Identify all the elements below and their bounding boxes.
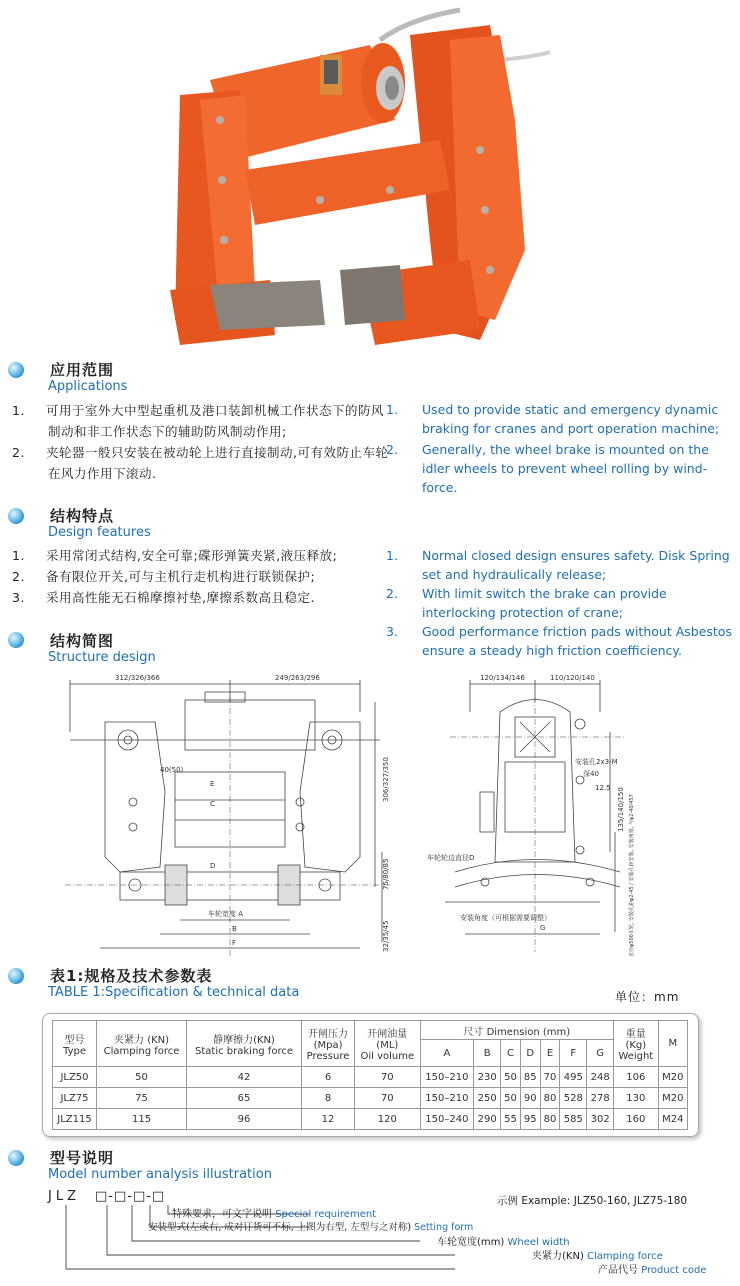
list-item: 2. 备有限位开关,可与主机行走机构进行联锁保护; [12, 569, 316, 584]
model-title-en: Model number analysis illustration [48, 1167, 272, 1182]
dim-label-f: F [232, 939, 237, 947]
cell: 160 [614, 1109, 658, 1130]
th-b: B [474, 1040, 501, 1067]
dim-top-left: 312/326/366 [115, 674, 160, 682]
model-line-setting: 安装型式(左或右, 成对订货可不标, 上图为右型, 左型与之对称) Setting form [148, 1222, 474, 1233]
product-photo [150, 0, 560, 360]
design-en-list [386, 546, 736, 660]
cell: 302 [587, 1109, 614, 1130]
cell: 55 [501, 1109, 521, 1130]
list-item: 2. 夹轮器一般只安装在被动轮上进行直接制动,可有效防止车轮 在风力作用下滚动. [12, 445, 389, 481]
cell: 75 [97, 1088, 187, 1109]
cell: JLZ50 [53, 1067, 97, 1088]
applications-cn-list [12, 400, 395, 484]
structure-title-cn: 结构简图 [50, 632, 115, 650]
cell: 585 [560, 1109, 587, 1130]
cell: M20 [658, 1088, 687, 1109]
design-title-cn: 结构特点 [50, 507, 115, 525]
th-static: 静摩擦力(KN) Static braking force [187, 1021, 302, 1067]
spec-table [52, 1020, 688, 1130]
cell: 70 [355, 1067, 420, 1088]
table-title-cn: 表1:规格及技术参数表 [50, 967, 213, 985]
cell: 150–240 [420, 1109, 474, 1130]
section-bullet-icon [8, 508, 24, 524]
dim-side-lower2: 32/35/45 [382, 920, 390, 952]
cell: 50 [501, 1067, 521, 1088]
cell: 248 [587, 1067, 614, 1088]
model-example: 示例 Example: JLZ50-160, JLZ75-180 [497, 1195, 688, 1207]
design-title-en: Design features [48, 525, 151, 540]
table-unit: 单位：mm [615, 990, 680, 1004]
dim-ra: 12.5 [595, 784, 611, 792]
model-line-wheel: 车轮宽度(mm) Wheel width [437, 1237, 570, 1248]
dim-label-d: D [210, 862, 216, 870]
section-bullet-icon [8, 632, 24, 648]
table-header-row [53, 1021, 688, 1040]
cell: 96 [187, 1109, 302, 1130]
cell: 250 [474, 1088, 501, 1109]
model-pattern: □-□-□-□ [95, 1189, 166, 1204]
dim-r-note: 直径φ500车轮, 安装孔距φ2-45 / 安装孔距安装, 安装角度, 与φ2-40/457 [629, 794, 635, 957]
table-row [53, 1109, 688, 1130]
cell: JLZ115 [53, 1109, 97, 1130]
dim-side-lower1: 75/80/85 [382, 858, 390, 890]
applications-title-en: Applications [48, 379, 128, 394]
dim-wheel-width: 车轮宽度 A [208, 910, 244, 918]
model-line-clamp: 夹紧力(KN) Clamping force [532, 1251, 663, 1262]
section-bullet-icon [8, 362, 24, 378]
th-clamp: 夹紧力 (KN) Clamping force [97, 1021, 187, 1067]
cell: M24 [658, 1109, 687, 1130]
cell: 130 [614, 1088, 658, 1109]
th-g: G [587, 1040, 614, 1067]
list-item: 1. Used to provide static and emergency dynamic braking for cranes and port operation machine; [386, 402, 720, 436]
dim-r-wheel-dia: 车轮轮边直径D [427, 854, 475, 862]
cell: 42 [187, 1067, 302, 1088]
th-type: 型号 Type [53, 1021, 97, 1067]
list-item: 1. Normal closed design ensures safety. Disk Spring set and hydraulically release; [386, 548, 730, 582]
cell: 8 [301, 1088, 354, 1109]
design-cn-list [12, 545, 395, 608]
cell: 65 [187, 1088, 302, 1109]
dim-label-e: E [210, 780, 215, 788]
list-item: 1. 采用常闭式结构,安全可靠;碟形弹簧夹紧,液压释放; [12, 548, 338, 563]
th-dimension: 尺寸 Dimension (mm) [420, 1021, 614, 1040]
list-item: 3. 采用高性能无石棉摩擦衬垫,摩擦系数高且稳定. [12, 590, 315, 605]
dim-side-height: 306/327/350 [382, 757, 390, 802]
th-e: E [540, 1040, 560, 1067]
dim-40: 40(50) [160, 766, 184, 774]
cell: 50 [501, 1088, 521, 1109]
th-d: D [520, 1040, 540, 1067]
dim-r-mount: 安装角度（可根据需要调整） [460, 914, 551, 922]
cell: 85 [520, 1067, 540, 1088]
list-item: 1. 可用于室外大中型起重机及港口装卸机械工作状态下的防风制动和非工作状态下的辅助防风制动作用; [12, 403, 385, 439]
cell: 50 [97, 1067, 187, 1088]
cell: 230 [474, 1067, 501, 1088]
model-title-cn: 型号说明 [50, 1149, 115, 1167]
cell: 290 [474, 1109, 501, 1130]
cell: 95 [520, 1109, 540, 1130]
dim-r-top-right: 110/120/140 [550, 674, 595, 682]
cell: 80 [540, 1109, 560, 1130]
cell: 150–210 [420, 1088, 474, 1109]
model-line-code: 产品代号 Product code [598, 1265, 707, 1276]
table-row [53, 1067, 688, 1088]
cell: 528 [560, 1088, 587, 1109]
cell: 70 [540, 1067, 560, 1088]
cell: 115 [97, 1109, 187, 1130]
cell: 12 [301, 1109, 354, 1130]
dim-top-mid: 249/263/296 [275, 674, 320, 682]
cell: JLZ75 [53, 1088, 97, 1109]
section-bullet-icon [8, 968, 24, 984]
section-bullet-icon [8, 1150, 24, 1166]
th-weight: 重量 (Kg) Weight [614, 1021, 658, 1067]
cell: 70 [355, 1088, 420, 1109]
cell: 495 [560, 1067, 587, 1088]
applications-title-cn: 应用范围 [50, 361, 115, 379]
th-f: F [560, 1040, 587, 1067]
side-view-drawing [425, 672, 640, 962]
cell: 278 [587, 1088, 614, 1109]
model-code: JLZ [48, 1189, 80, 1204]
dim-r-hole: 安装孔2x3-M [575, 758, 618, 766]
th-oil: 开闸油量 (ML) Oil volume [355, 1021, 420, 1067]
front-view-drawing [60, 672, 400, 962]
cell: 80 [540, 1088, 560, 1109]
dim-r-top-left: 120/134/146 [480, 674, 525, 682]
cell: 6 [301, 1067, 354, 1088]
table-title-en: TABLE 1:Specification & technical data [48, 985, 300, 1000]
cell: 90 [520, 1088, 540, 1109]
dim-label-c: C [210, 800, 215, 808]
list-item: 2. With limit switch the brake can provide interlocking protection of crane; [386, 586, 667, 620]
applications-en-list [386, 400, 734, 497]
dim-label-g: G [540, 924, 546, 932]
th-pressure: 开闸压力 (Mpa) Pressure [301, 1021, 354, 1067]
th-c: C [501, 1040, 521, 1067]
cell: 150–210 [420, 1067, 474, 1088]
dim-r-depth: 深40 [583, 770, 599, 778]
list-item: 2. Generally, the wheel brake is mounted on the idler wheels to prevent wheel rolling by wind-force. [386, 442, 709, 495]
cell: 120 [355, 1109, 420, 1130]
dim-label-b: B [232, 925, 237, 933]
model-line-special: 特殊要求，可文字说明 Special requirement [172, 1209, 377, 1220]
list-item: 3. Good performance friction pads without Asbestos ensure a steady high friction coefficiency. [386, 624, 732, 658]
dim-r-height: 135/140/150 [617, 787, 625, 832]
structure-title-en: Structure design [48, 650, 156, 665]
th-m: M [658, 1021, 687, 1067]
cell: M20 [658, 1067, 687, 1088]
th-a: A [420, 1040, 474, 1067]
table-row [53, 1088, 688, 1109]
cell: 106 [614, 1067, 658, 1088]
